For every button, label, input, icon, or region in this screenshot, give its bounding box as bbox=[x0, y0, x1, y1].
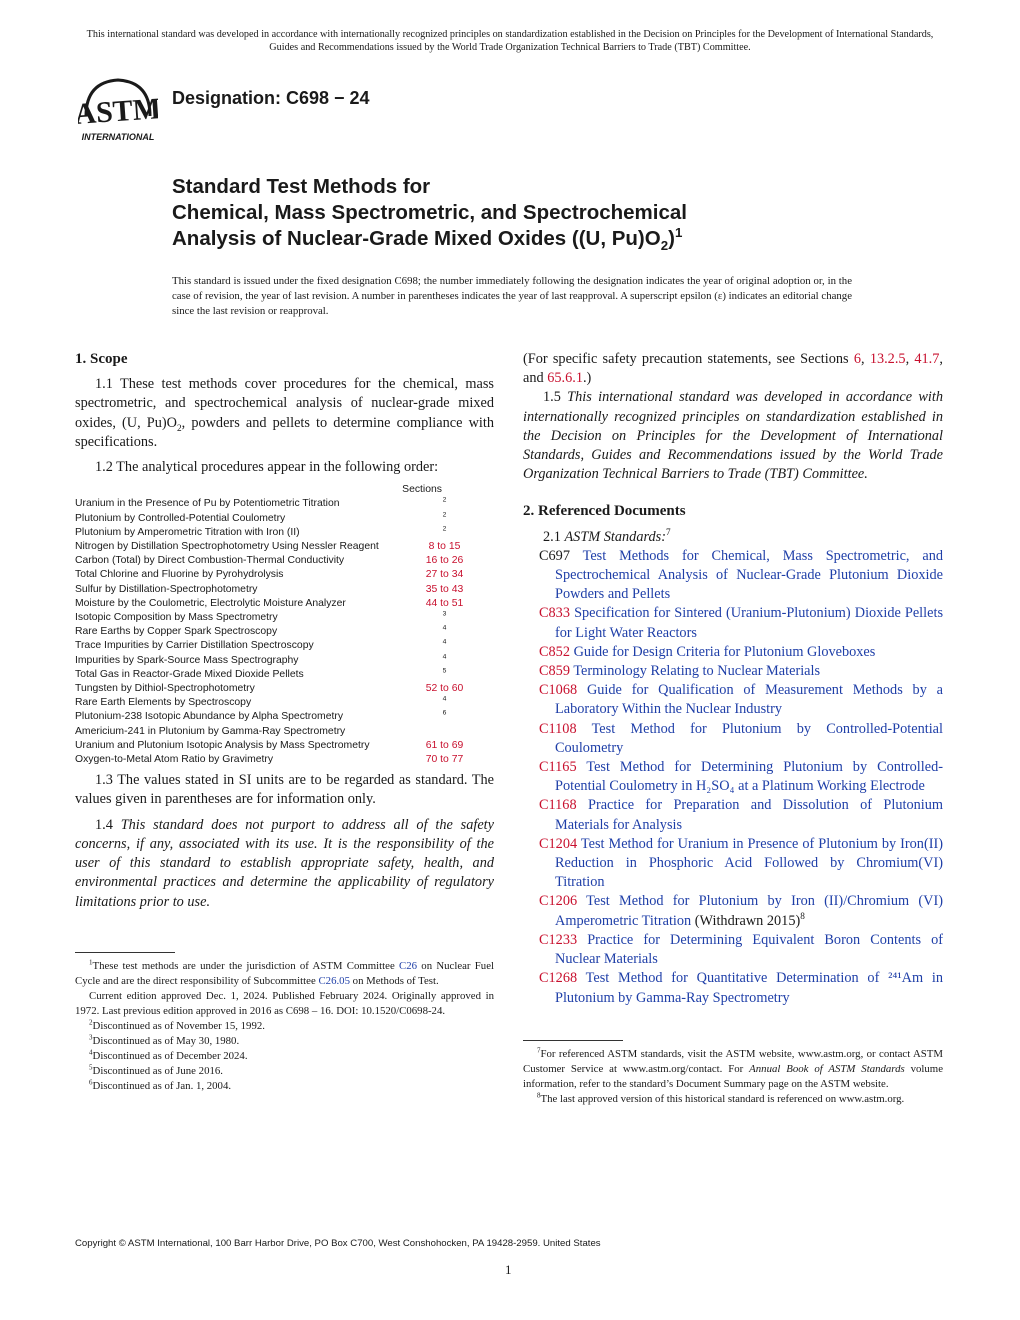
scope-heading: 1. Scope bbox=[75, 351, 128, 367]
logo-letters: ASTM bbox=[78, 92, 158, 131]
section-procedure-name: Plutonium by Controlled-Potential Coulometry bbox=[75, 512, 286, 524]
page-number: 1 bbox=[505, 1262, 512, 1277]
section-procedure-name: Nitrogen by Distillation Spectrophotometry Using Nessler Reagent bbox=[75, 541, 379, 553]
section-procedure-name: Trace Impurities by Carrier Distillation Spectroscopy bbox=[75, 640, 314, 652]
reference-title-link[interactable]: Guide for Qualification of Measurement Methods by a Laboratory Within the Nuclear Industry bbox=[555, 682, 943, 718]
section-numbers[interactable]: 44 to 51 bbox=[425, 597, 464, 609]
sections-table bbox=[75, 483, 494, 767]
link-c26-05[interactable]: C26.05 bbox=[318, 974, 350, 987]
copyright-footer: Copyright © ASTM International, 100 Barr Harbor Drive, PO Box C700, West Conshohocken, PA 19428-2959. United States bbox=[75, 1238, 601, 1249]
section-procedure-name: Uranium in the Presence of Pu by Potentiometric Titration bbox=[75, 498, 340, 510]
section-procedure-name: Rare Earth Elements by Spectroscopy bbox=[75, 697, 252, 709]
reference-item bbox=[523, 662, 943, 681]
ref-section-13-2-5[interactable]: 13.2.5 bbox=[869, 351, 906, 367]
reference-code-link[interactable]: C859 bbox=[539, 663, 570, 680]
sections-row bbox=[75, 625, 494, 639]
ref-section-6[interactable]: 6 bbox=[853, 351, 861, 367]
section-numbers[interactable]: 61 to 69 bbox=[425, 739, 464, 751]
document-title bbox=[172, 174, 912, 252]
reference-item bbox=[523, 835, 943, 893]
reference-item bbox=[523, 720, 943, 758]
reference-title-link[interactable]: Test Method for Quantitative Determination of ²⁴¹Am in Plutonium by Gamma-Ray Spectrometry bbox=[555, 970, 943, 1006]
reference-code-link[interactable]: C697 bbox=[539, 547, 570, 564]
reference-title-link[interactable]: Specification for Sintered (Uranium-Plutonium) Dioxide Pellets for Light Water Reactors bbox=[555, 605, 944, 641]
sections-row bbox=[75, 725, 494, 739]
footnote-2: $^2$Discontinued as of November 15, 1992. bbox=[89, 1018, 265, 1032]
footnotes-right bbox=[523, 1047, 943, 1107]
sections-row bbox=[75, 526, 494, 540]
section-numbers: 2 bbox=[442, 511, 447, 519]
reference-title-link[interactable]: Test Method for Uranium in Presence of Plutonium by Iron(II) Reduction in Phosphoric Acid Followed by Chromium(VI) Titration bbox=[555, 835, 943, 891]
reference-item bbox=[523, 643, 943, 662]
edition-note: Current edition approved Dec. 1, 2024. Published February 2024. Originally approved in 1972. Last previous edition approved in 2016 as C698 – 16. DOI: 10.1520/C0698-24. bbox=[75, 989, 494, 1017]
section-procedure-name: Plutonium-238 Isotopic Abundance by Alpha Spectrometry bbox=[75, 711, 344, 723]
reference-title-link[interactable]: Test Method for Plutonium by Iron (II)/Chromium (VI) Amperometric Titration bbox=[555, 893, 943, 929]
sections-row bbox=[75, 739, 494, 753]
reference-item bbox=[523, 969, 943, 1007]
footnote-8: $^8$The last approved version of this historical standard is referenced on www.astm.org. bbox=[537, 1091, 905, 1105]
reference-title-link[interactable]: Practice for Preparation and Dissolution of Plutonium Materials for Analysis bbox=[555, 797, 943, 833]
section-procedure-name: Impurities by Spark-Source Mass Spectrography bbox=[75, 654, 299, 666]
reference-code-link[interactable]: C1233 bbox=[539, 931, 578, 948]
ref-section-65-6-1[interactable]: 65.6.1 bbox=[547, 370, 583, 387]
sections-row bbox=[75, 710, 494, 724]
section-procedure-name: Americium-241 in Plutonium by Gamma-Ray Spectrometry bbox=[75, 725, 346, 737]
para-1-2: 1.2 The analytical procedures appear in the following order: bbox=[95, 459, 439, 476]
reference-item: C1206 Test Method for Plutonium by Iron (II)/Chromium (VI) Amperometric Titration (Withdrawn 2015)$^8$ bbox=[539, 893, 943, 929]
para-1-3: 1.3 The values stated in SI units are to be regarded as standard. The values given in parentheses are for information only. bbox=[75, 772, 494, 808]
para-1-4-continued: (For specific safety precaution statements, see Sections 6, 13.2.5, 41.7, and 65.6.1.) bbox=[523, 351, 943, 387]
para-1-5: 1.5 This international standard was developed in accordance with internationally recognized principles on standardization established in the Decision on Principles for the Development of International Standards, Guides and Recommendations issued by the World Trade Organization Technical Barriers to Trade (TBT) Committee. bbox=[523, 389, 943, 483]
footnote-5: $^5$Discontinued as of June 2016. bbox=[89, 1063, 223, 1077]
section-procedure-name: Total Chlorine and Fluorine by Pyrohydrolysis bbox=[75, 569, 284, 581]
footnotes-left bbox=[75, 959, 494, 1094]
sections-row bbox=[75, 512, 494, 526]
footnote-7: $^7$For referenced ASTM standards, visit the ASTM website, www.astm.org, or contact ASTM Customer Service at www.astm.org/contact. For Annual Book of ASTM Standards volume information, refer to the standard’s Document Summary page on the ASTM website. bbox=[523, 1046, 943, 1090]
astm-logo-icon bbox=[78, 76, 158, 144]
section-numbers[interactable]: 8 to 15 bbox=[428, 541, 461, 553]
section-procedure-name: Plutonium by Amperometric Titration with Iron (II) bbox=[75, 526, 300, 538]
astm-logo bbox=[78, 76, 158, 144]
section-numbers: 4 bbox=[442, 695, 447, 703]
section-procedure-name: Carbon (Total) by Direct Combustion-Thermal Conductivity bbox=[75, 555, 345, 567]
left-column bbox=[75, 350, 494, 1094]
reference-code-link[interactable]: C1168 bbox=[539, 797, 577, 814]
reference-title-link[interactable]: Test Method for Determining Plutonium by Controlled-Potential Coulometry in H₂SO₄ at a Platinum Working Electrode bbox=[555, 759, 943, 795]
section-numbers[interactable]: 27 to 34 bbox=[425, 569, 464, 581]
sections-row bbox=[75, 497, 494, 511]
sections-header: Sections bbox=[402, 484, 442, 496]
reference-title-link[interactable]: Terminology Relating to Nuclear Materials bbox=[573, 663, 821, 680]
sections-row bbox=[75, 611, 494, 625]
footnote-6: $^6$Discontinued as of Jan. 1, 2004. bbox=[89, 1078, 232, 1092]
reference-item bbox=[523, 758, 943, 796]
para-1-1: 1.1 These test methods cover procedures for the chemical, mass spectrometric, and spectrochemical analysis of nuclear-grade mixed oxides, (U, $Pu)O_2$, powders and pellets to determine compliance with specifications. bbox=[75, 376, 494, 450]
para-2-1: 2.1 ASTM Standards:$^7$ bbox=[543, 527, 671, 545]
ref-section-41-7[interactable]: 41.7 bbox=[914, 351, 940, 367]
reference-title-link[interactable]: Guide for Design Criteria for Plutonium Gloveboxes bbox=[573, 643, 876, 660]
reference-item bbox=[523, 681, 943, 719]
section-procedure-name: Total Gas in Reactor-Grade Mixed Dioxide Pellets bbox=[75, 668, 304, 680]
section-procedure-name: Isotopic Composition by Mass Spectrometry bbox=[75, 612, 278, 624]
referenced-heading: 2. Referenced Documents bbox=[523, 503, 686, 520]
right-column bbox=[523, 350, 943, 1107]
withdrawn-note: (Withdrawn 2015) bbox=[691, 912, 801, 929]
sections-row bbox=[75, 568, 494, 582]
reference-item bbox=[523, 604, 943, 642]
sections-row bbox=[75, 540, 494, 554]
link-c26[interactable]: C26 bbox=[399, 959, 418, 972]
section-numbers: 2 bbox=[442, 496, 447, 504]
reference-title-link[interactable]: Test Methods for Chemical, Mass Spectrometric, and Spectrochemical Analysis of Nuclear-Grade Plutonium Dioxide Powders and Pellets bbox=[555, 547, 943, 603]
sections-row bbox=[75, 639, 494, 653]
section-numbers[interactable]: 16 to 26 bbox=[425, 555, 464, 567]
section-numbers[interactable]: 35 to 43 bbox=[425, 583, 464, 595]
logo-subtext: INTERNATIONAL bbox=[81, 132, 155, 142]
sections-row bbox=[75, 654, 494, 668]
footnote-rule-right bbox=[523, 1040, 623, 1041]
section-numbers[interactable]: 70 to 77 bbox=[425, 754, 464, 766]
issue-notice: This standard is issued under the fixed designation C698; the number immediately following the designation indicates the year of original adoption or, in the case of revision, the year of last revision. A number in parentheses indicates the year of last reapproval. A superscript epsilon (ε) indicates an editorial change since the last revision or reapproval. bbox=[172, 275, 852, 317]
sections-row bbox=[75, 554, 494, 568]
reference-code-link[interactable]: C852 bbox=[539, 643, 570, 660]
section-procedure-name: Uranium and Plutonium Isotopic Analysis by Mass Spectrometry bbox=[75, 739, 370, 751]
section-numbers bbox=[395, 725, 494, 739]
title-line-1: Standard Test Methods for bbox=[172, 175, 431, 198]
section-numbers: 4 bbox=[442, 638, 447, 646]
sections-row bbox=[75, 682, 494, 696]
footnote-1: $^1$These test methods are under the jurisdiction of ASTM Committee C26 on Nuclear Fuel Cycle and are the direct responsibility of Subcommittee C26.05 on Methods of Test. bbox=[75, 958, 494, 987]
title-line-3: Analysis of Nuclear-Grade Mixed Oxides ((U, $Pu)O_2)^1$ bbox=[172, 225, 683, 254]
section-numbers: 4 bbox=[442, 624, 447, 632]
reference-item bbox=[523, 796, 943, 834]
designation: Designation: C698 − 24 bbox=[172, 88, 370, 108]
reference-item bbox=[523, 931, 943, 969]
footnote-rule-left bbox=[75, 952, 175, 953]
section-procedure-name: Tungsten by Dithiol-Spectrophotometry bbox=[75, 683, 255, 695]
section-procedure-name: Oxygen-to-Metal Atom Ratio by Gravimetry bbox=[75, 754, 274, 766]
reference-code-link[interactable]: C1108 bbox=[539, 720, 577, 737]
para-1-4: 1.4 This standard does not purport to address all of the safety concerns, if any, associated with its use. It is the responsibility of the user of this standard to establish appropriate safety, health, and environmental practices and determine the applicability of regulatory limitations prior to use. bbox=[75, 816, 494, 910]
section-procedure-name: Rare Earths by Copper Spark Spectroscopy bbox=[75, 626, 278, 638]
section-numbers[interactable]: 52 to 60 bbox=[425, 683, 464, 695]
footnote-4: $^4$Discontinued as of December 2024. bbox=[89, 1048, 248, 1062]
title-line-2: Chemical, Mass Spectrometric, and Spectrochemical bbox=[172, 201, 687, 224]
reference-title-link[interactable]: Test Method for Plutonium by Controlled-Potential Coulometry bbox=[555, 720, 943, 756]
reference-code-link[interactable]: C833 bbox=[539, 605, 570, 622]
sections-row bbox=[75, 583, 494, 597]
section-numbers: 6 bbox=[442, 710, 447, 717]
sections-row bbox=[75, 668, 494, 682]
sections-row bbox=[75, 753, 494, 767]
sections-row bbox=[75, 696, 494, 710]
sections-row bbox=[75, 597, 494, 611]
reference-code-link[interactable]: C1165 bbox=[539, 759, 577, 776]
reference-item bbox=[523, 547, 943, 605]
top-notice: This international standard was developed in accordance with internationally recognized principles on standardization established in the Decision on Principles for the Development of International Standards, Guides and Recommendations issued by the World Trade Organization Technical Barriers to Trade (TBT) Committee. bbox=[86, 29, 934, 53]
reference-code-link[interactable]: C1268 bbox=[539, 970, 578, 987]
reference-code-link[interactable]: C1206 bbox=[539, 893, 578, 910]
reference-title-link[interactable]: Practice for Determining Equivalent Boron Contents of Nuclear Materials bbox=[555, 931, 944, 968]
section-procedure-name: Sulfur by Distillation-Spectrophotometry bbox=[75, 583, 258, 595]
footnote-3: $^3$Discontinued as of May 30, 1980. bbox=[89, 1033, 240, 1047]
section-numbers: 5 bbox=[442, 667, 447, 675]
section-numbers: 2 bbox=[442, 525, 447, 533]
section-numbers: 3 bbox=[442, 610, 447, 618]
reference-code-link[interactable]: C1204 bbox=[539, 835, 578, 852]
section-procedure-name: Moisture by the Coulometric, Electrolytic Moisture Analyzer bbox=[75, 597, 346, 609]
reference-code-link[interactable]: C1068 bbox=[539, 682, 578, 699]
section-numbers: 4 bbox=[442, 653, 447, 661]
reference-list bbox=[523, 547, 943, 1008]
